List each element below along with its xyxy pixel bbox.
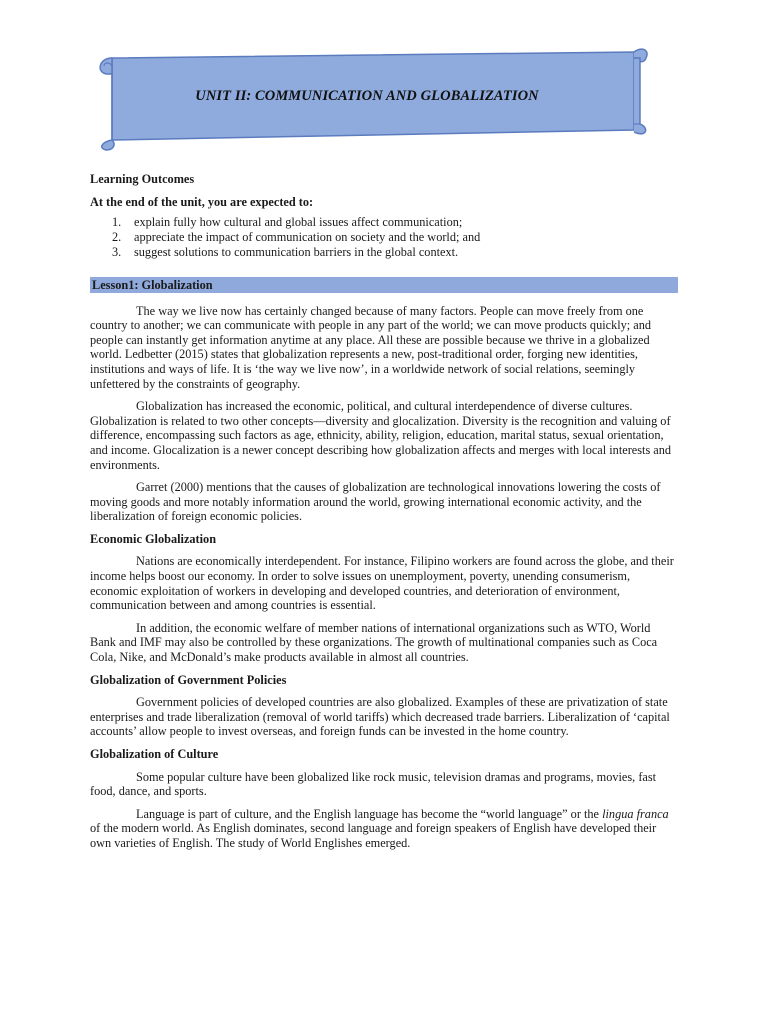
list-item-number: 3. [112, 244, 122, 259]
economic-paragraph-1: Nations are economically interdependent. For instance, Filipino workers are found across the globe, and their income helps boost our economy. In order to solve issues on unemployment, poverty, unending consumerism, economic exploitation of workers in developing and developed countries, and deterioration of environment, communication between and among countries is essential. [90, 554, 674, 613]
culture-text-b: of the modern world. As English dominates, second language and foreign speakers of English have developed their own varieties of English. The study of World Englishes emerged. [90, 821, 657, 850]
list-item-text: suggest solutions to communication barriers in the global context. [134, 244, 459, 259]
intro-paragraph-3: Garret (2000) mentions that the causes of globalization are technological innovations lowering the costs of moving goods and more notably information around the world, growing international economic activity, and the liberalization of foreign economic policies. [90, 480, 661, 524]
learning-outcomes-subtitle: At the end of the unit, you are expected to: [90, 194, 314, 209]
document-body [90, 172, 678, 859]
learning-outcomes-heading: Learning Outcomes [90, 172, 195, 186]
list-item-number: 2. [112, 229, 122, 244]
government-heading: Globalization of Government Policies [90, 672, 287, 687]
list-item [90, 215, 678, 230]
lingua-franca-term: lingua franca [602, 806, 669, 821]
unit-title: UNIT II: COMMUNICATION AND GLOBALIZATION [195, 88, 539, 104]
intro-paragraph-1: The way we live now has certainly changed because of many factors. People can move freely from one country to another; we can communicate with people in any part of the world; we can move products quickly; and people can instantly get information anytime at any place. All these are possible because we thrive in a globalized world. Ledbetter (2015) states that globalization represents a new, post-traditional order, forging new identities, institutions and ways of life. It is ‘the way we live now’, in a worldwide network of social relations, seemingly unfettered by the constraints of geography. [90, 303, 652, 391]
culture-text-a: Language is part of culture, and the English language has become the “world language” or the [136, 806, 603, 821]
list-item [90, 230, 678, 245]
economic-heading: Economic Globalization [90, 531, 217, 546]
intro-paragraph-2: Globalization has increased the economic, political, and cultural interdependence of diverse cultures. Globalization is related to two other concepts—diversity and glocalization. Diversity is the recognition and valuing of difference, encompassing such factors as age, ethnicity, ability, religion, education, marital status, sexual orientation, and income. Glocalization is a newer concept describing how globalization affects and merges with local interests and environments. [90, 399, 672, 472]
culture-heading: Globalization of Culture [90, 747, 219, 762]
economic-paragraph-2: In addition, the economic welfare of member nations of international organizations such as WTO, World Bank and IMF may also be controlled by these organizations. The growth of multinational companies such as Coca Cola, Nike, and McDonald’s make products available in almost all countries. [90, 620, 658, 665]
government-paragraph-1: Government policies of developed countries are also globalized. Examples of these are privatization of state enterprises and trade liberalization (removal of world tariffs) which decreased trade barriers. Liberalization of ‘capital accounts’ allow people to invest overseas, and foreign funds can be invested in the home country. [90, 695, 670, 739]
list-item [90, 245, 678, 260]
list-item-number: 1. [112, 215, 122, 230]
list-item-text: appreciate the impact of communication on society and the world; and [134, 229, 481, 244]
unit-banner [94, 44, 650, 152]
culture-paragraph-1: Some popular culture have been globalized like rock music, television dramas and programs, movies, fast food, dance, and sports. [90, 769, 657, 799]
outcomes-list [90, 215, 678, 259]
list-item-text: explain fully how cultural and global issues affect communication; [134, 215, 463, 230]
lesson-title-bar: Lesson1: Globalization [90, 277, 678, 293]
culture-paragraph-2 [90, 807, 678, 851]
